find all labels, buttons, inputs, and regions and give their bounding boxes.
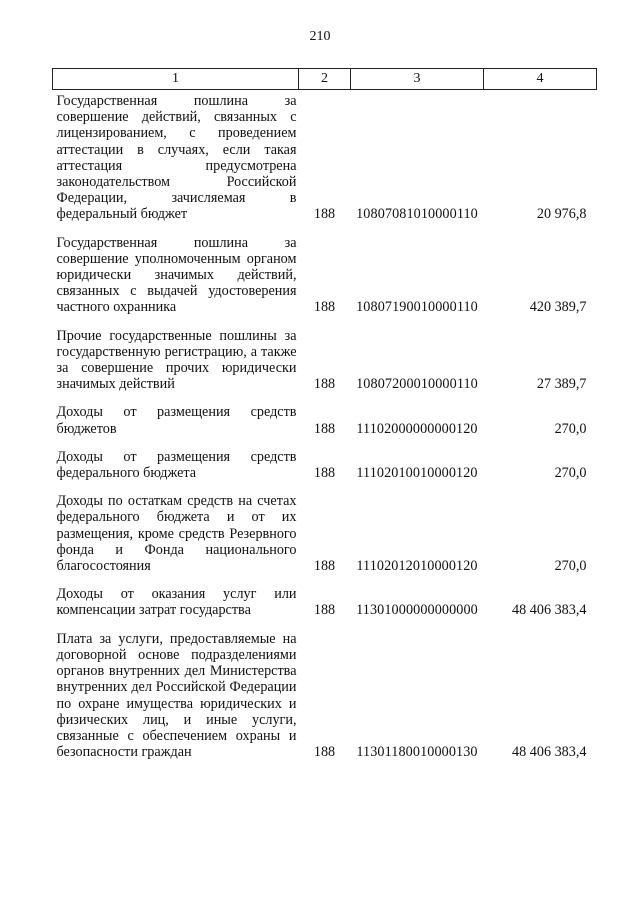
table-row bbox=[53, 90, 597, 230]
row-budget-code: 10807200010000110 bbox=[356, 376, 478, 393]
table-row bbox=[53, 626, 597, 768]
table-header bbox=[53, 69, 597, 90]
row-admin-code: 188 bbox=[313, 420, 336, 437]
row-description: Доходы от размещения средств бюджетов bbox=[56, 404, 297, 437]
row-budget-code: 11301000000000000 bbox=[356, 602, 478, 619]
column-header-3: 3 bbox=[351, 69, 484, 90]
row-admin-code: 188 bbox=[313, 299, 336, 316]
row-budget-code: 10807190010000110 bbox=[356, 299, 478, 316]
row-amount: 270,0 bbox=[554, 558, 587, 575]
row-description: Государственная пошлина за совершение действий, связанных с лицензированием, с проведением аттестации в случаях, если такая аттестация предусмотрена законодательством Российской Федерации, зачисляемая в федеральный бюджет bbox=[56, 93, 297, 223]
row-amount: 420 389,7 bbox=[529, 299, 587, 316]
row-admin-code: 188 bbox=[313, 602, 336, 619]
row-budget-code: 11301180010000130 bbox=[356, 744, 478, 761]
table-body bbox=[53, 90, 597, 768]
row-amount: 48 406 383,4 bbox=[512, 744, 587, 761]
page-number: 210 bbox=[309, 29, 331, 44]
row-description: Плата за услуги, предоставляемые на договорной основе подразделениями органов внутренних дел Министерства внутренних дел Российской Федерации по охране имущества юридических и физических лиц, и иные услуги, связанные с обеспечением охраны и безопасности граждан bbox=[56, 630, 297, 761]
row-description: Государственная пошлина за совершение уполномоченным органом юридически значимых действий, связанных с выдачей удостоверения частного охранника bbox=[56, 234, 297, 316]
row-budget-code: 11102012010000120 bbox=[356, 558, 478, 575]
row-admin-code: 188 bbox=[313, 376, 336, 393]
row-amount: 20 976,8 bbox=[536, 206, 587, 223]
column-header-4: 4 bbox=[484, 69, 597, 90]
row-description: Доходы от размещения средств федерального бюджета bbox=[56, 448, 297, 482]
row-description: Доходы от оказания услуг или компенсации затрат государства bbox=[56, 586, 297, 619]
row-description: Прочие государственные пошлины за государственную регистрацию, а также за совершение прочих юридически значимых действий bbox=[56, 327, 297, 393]
column-header-1: 1 bbox=[53, 69, 299, 90]
row-amount: 270,0 bbox=[554, 420, 587, 437]
table-row bbox=[53, 323, 597, 400]
row-admin-code: 188 bbox=[313, 206, 336, 223]
table-row bbox=[53, 399, 597, 443]
row-description: Доходы по остаткам средств на счетах федерального бюджета и от их размещения, кроме средств Резервного фонда и Фонда национального благосостояния bbox=[56, 493, 297, 575]
row-admin-code: 188 bbox=[313, 744, 336, 761]
column-header-2: 2 bbox=[299, 69, 351, 90]
row-amount: 270,0 bbox=[554, 465, 587, 482]
table-row bbox=[53, 444, 597, 488]
row-budget-code: 11102010010000120 bbox=[356, 465, 478, 482]
table-row bbox=[53, 581, 597, 625]
revenue-table bbox=[52, 68, 597, 767]
row-admin-code: 188 bbox=[313, 465, 336, 482]
header-row bbox=[53, 69, 597, 90]
row-budget-code: 10807081010000110 bbox=[356, 206, 478, 223]
table-row bbox=[53, 488, 597, 581]
row-amount: 27 389,7 bbox=[536, 376, 587, 393]
row-amount: 48 406 383,4 bbox=[512, 602, 587, 619]
table-row bbox=[53, 230, 597, 323]
row-admin-code: 188 bbox=[313, 558, 336, 575]
row-budget-code: 11102000000000120 bbox=[356, 420, 478, 437]
